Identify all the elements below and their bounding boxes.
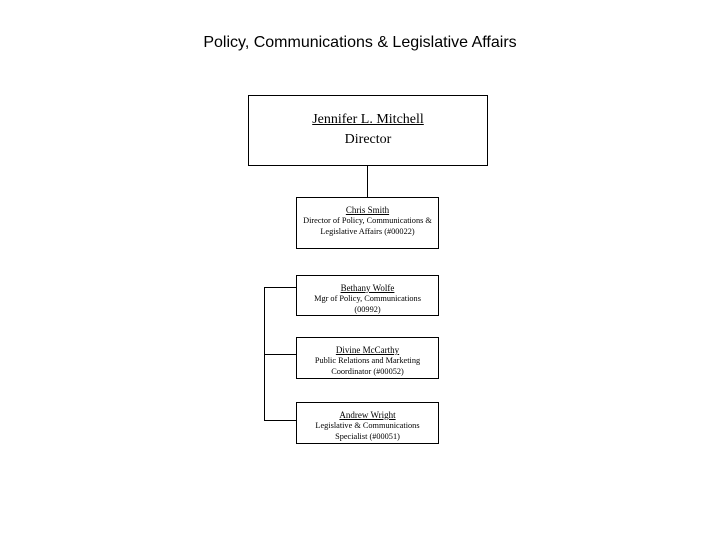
director-role: Director bbox=[344, 132, 392, 147]
staff-role: Public Relations and Marketing Coordinator (#00052) bbox=[314, 356, 421, 376]
director-box bbox=[248, 95, 488, 166]
connector-to-manager bbox=[264, 287, 297, 288]
staff-role: Legislative & Communications Specialist (#00051) bbox=[315, 421, 420, 441]
page-title: Policy, Communications & Legislative Affairs bbox=[203, 34, 517, 51]
staff-name: Andrew Wright bbox=[339, 410, 396, 420]
connector-to-specialist bbox=[264, 420, 297, 421]
staff-name: Divine McCarthy bbox=[335, 345, 400, 355]
staff-box-specialist bbox=[296, 402, 439, 444]
staff-role: Director of Policy, Communications & Legislative Affairs (#00022) bbox=[303, 216, 432, 236]
staff-box-chief bbox=[296, 197, 439, 249]
staff-role: Mgr of Policy, Communications (00992) bbox=[314, 294, 421, 314]
staff-name: Chris Smith bbox=[345, 205, 390, 215]
staff-name: Bethany Wolfe bbox=[340, 283, 395, 293]
staff-box-manager bbox=[296, 275, 439, 316]
connector-director-to-chief bbox=[367, 166, 368, 197]
director-name: Jennifer L. Mitchell bbox=[312, 112, 424, 127]
staff-box-coordinator bbox=[296, 337, 439, 379]
connector-to-coordinator bbox=[264, 354, 297, 355]
